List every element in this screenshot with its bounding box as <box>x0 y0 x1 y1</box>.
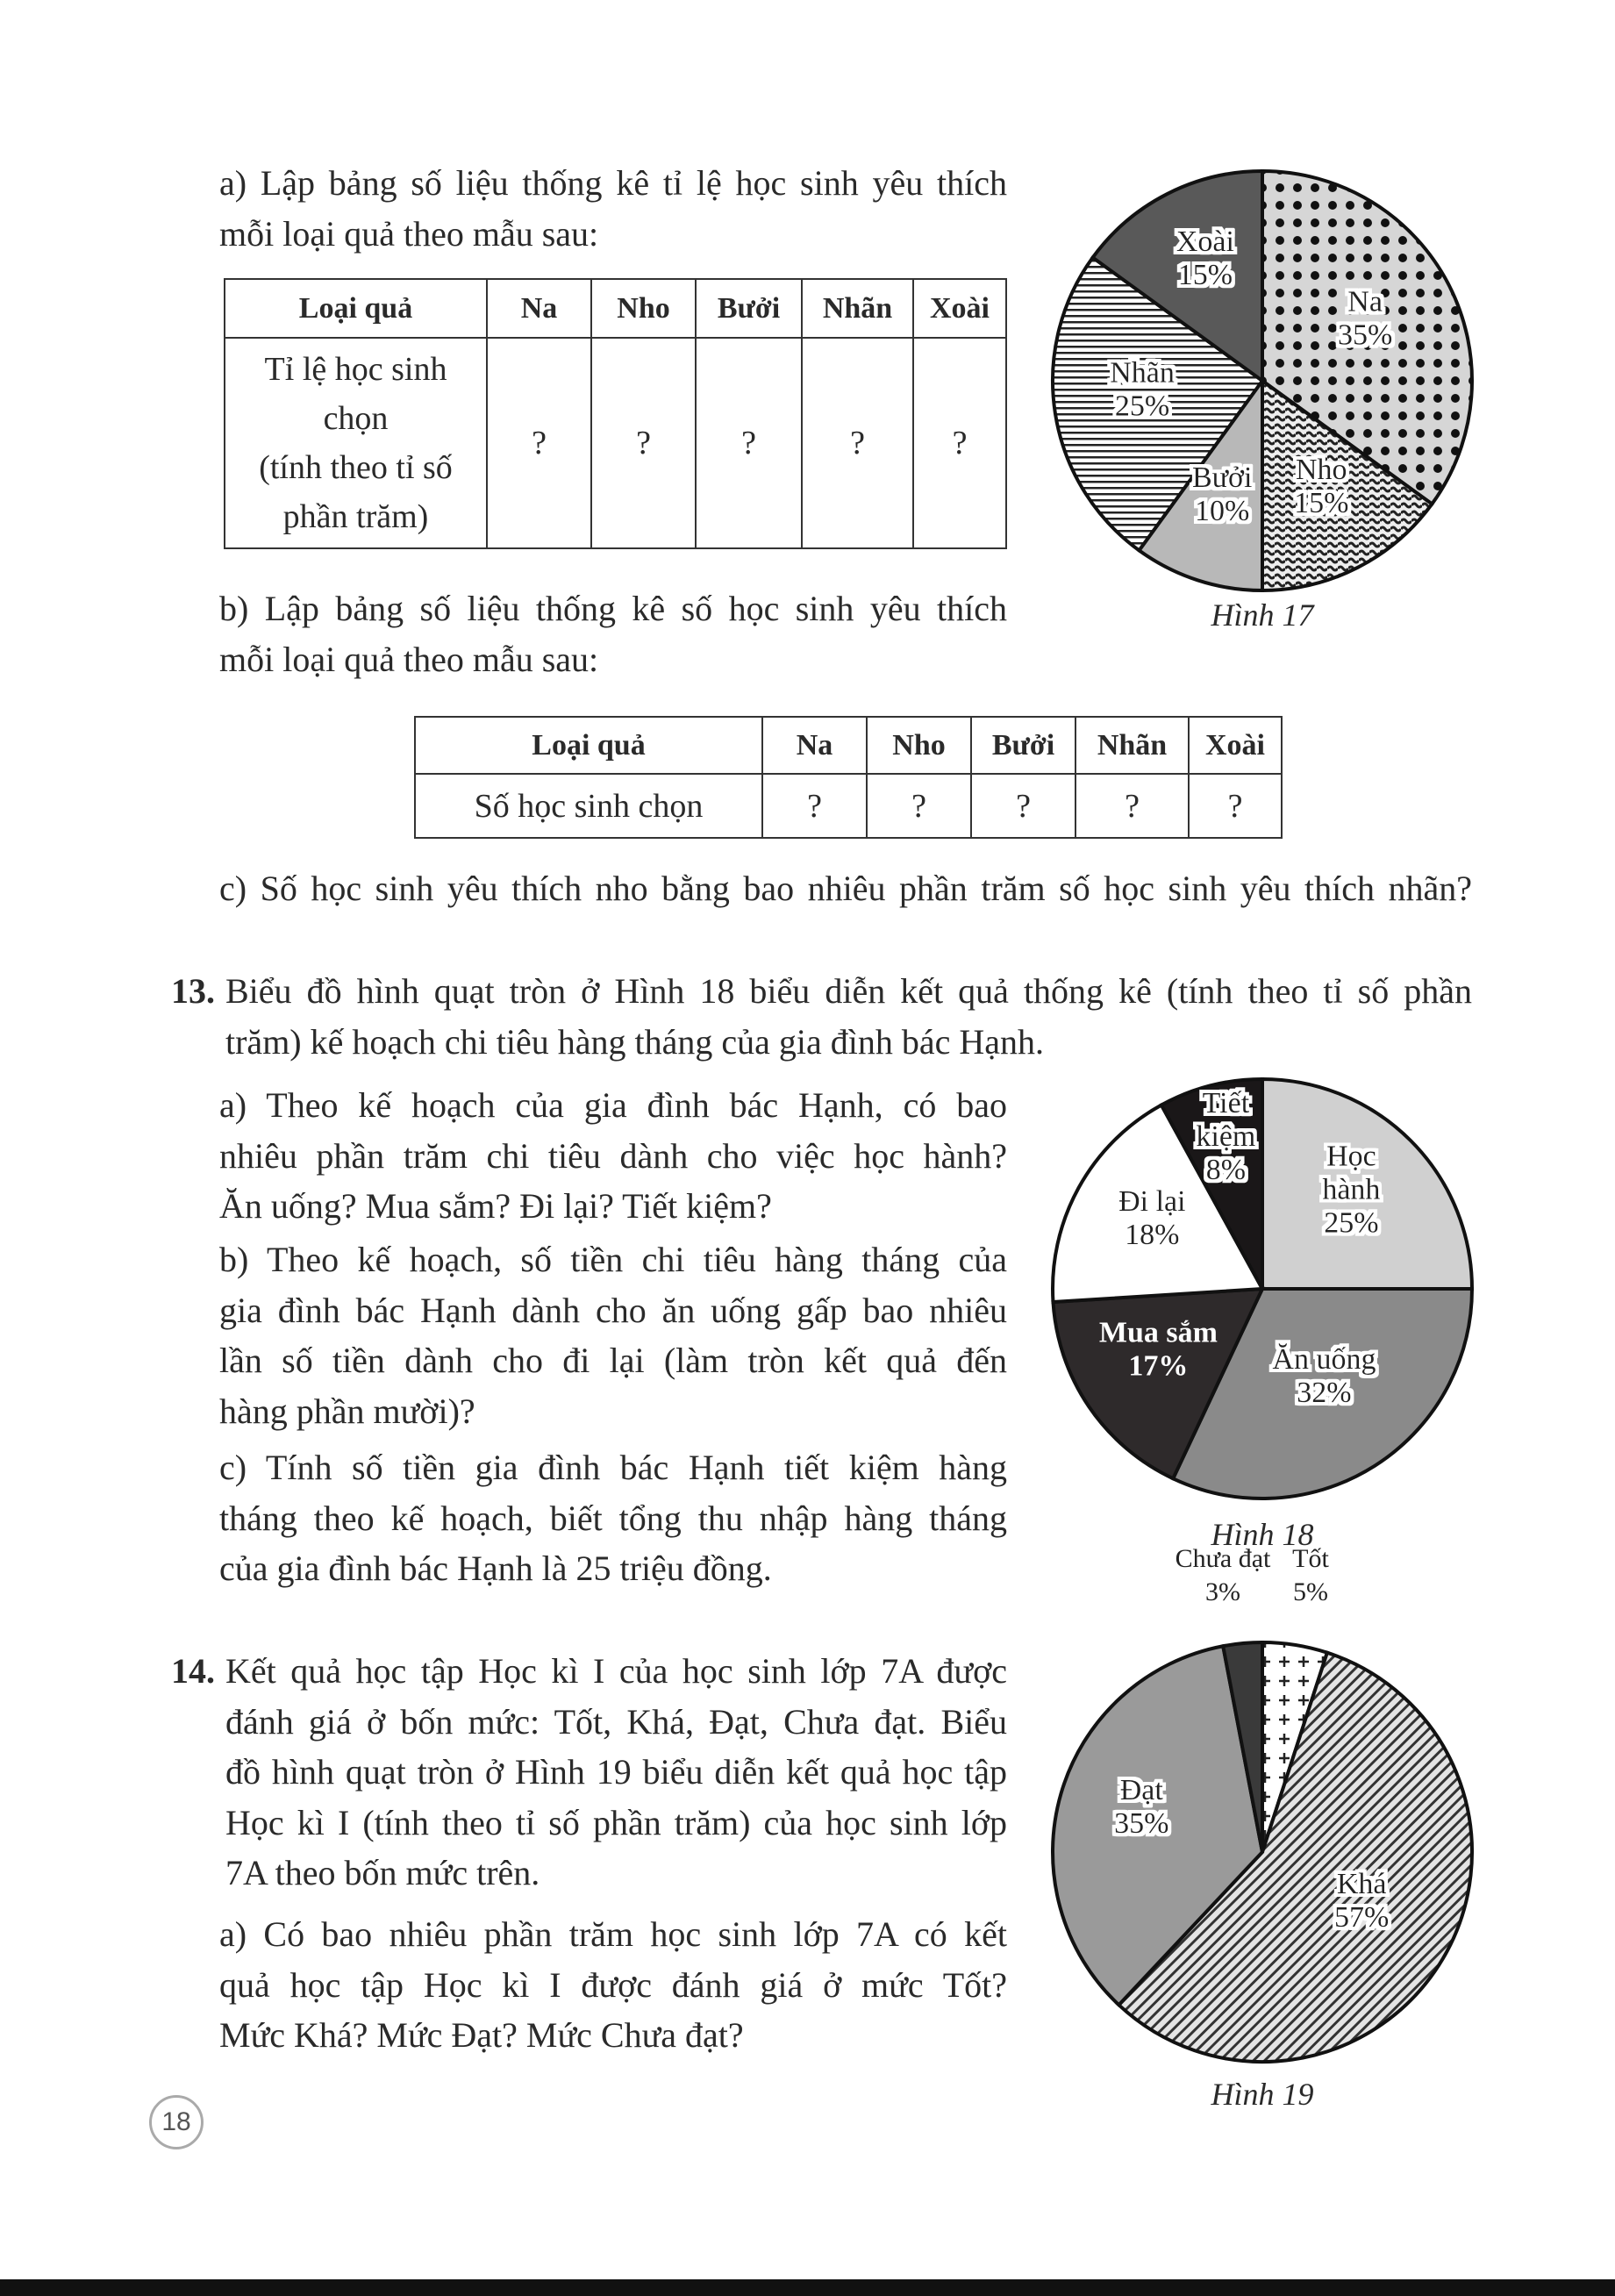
table-cell: ? <box>591 338 696 548</box>
ex13-intro <box>225 966 1472 1067</box>
pie-category-label: Bưởi <box>1191 461 1253 494</box>
text-line: mỗi loại quả theo mẫu sau: <box>219 213 599 254</box>
pie-category-label: Đi lại <box>1118 1184 1186 1218</box>
pie-category-label: Học <box>1326 1140 1376 1173</box>
figure-caption: Hình 18 <box>1211 1517 1314 1552</box>
text-line: quả học tập Học kì I được đánh giá ở mức Tốt? <box>219 1964 1007 2005</box>
pie-chart-hinh-18 <box>1043 1069 1482 1508</box>
text-line: đồ hình quạt tròn ở Hình 19 biểu diễn kết quả học tập <box>225 1752 1007 1792</box>
pie-value-label: 25% <box>1324 1206 1379 1240</box>
pie-value-label: 10% <box>1195 494 1250 527</box>
table-cell: ? <box>487 338 591 548</box>
table-cell: ? <box>762 774 867 838</box>
ex13-part-b <box>219 1234 1007 1436</box>
header-cell: Loại quả <box>415 717 762 774</box>
ex12-part-b <box>219 583 1007 684</box>
text-line: Ăn uống? Mua sắm? Đi lại? Tiết kiệm? <box>219 1186 772 1226</box>
table-row <box>225 338 1006 548</box>
table-cell: ? <box>802 338 913 548</box>
pie-category-label: Ăn uống <box>1272 1342 1376 1376</box>
pie-category-label: Đạt <box>1119 1773 1163 1806</box>
text-line: trăm) kế hoạch chi tiêu hàng tháng của gia đình bác Hạnh. <box>225 1021 1044 1062</box>
table-cell: ? <box>913 338 1006 548</box>
pie-category-label: kiệm <box>1196 1119 1256 1153</box>
text-line: đánh giá ở bốn mức: Tốt, Khá, Đạt, Chưa đạt. Biểu <box>225 1701 1007 1742</box>
text-line: lần số tiền dành cho đi lại (làm tròn kết quả đến <box>219 1341 1007 1380</box>
text-line: a) Theo kế hoạch của gia đình bác Hạnh, có bao <box>219 1085 1007 1125</box>
row-label-line: Tỉ lệ học sinh <box>264 351 447 388</box>
header-cell: Xoài <box>913 279 1006 338</box>
row-label-line: phần trăm) <box>282 498 429 535</box>
text-line: 7A theo bốn mức trên. <box>225 1853 540 1892</box>
figure-caption: Hình 17 <box>1211 597 1314 633</box>
text-line: c) Số học sinh yêu thích nho bằng bao nhiêu phần trăm số học sinh yêu thích nhãn? <box>219 869 1472 908</box>
row-label-line: (tính theo tỉ số <box>259 449 453 486</box>
row-label <box>225 338 487 548</box>
header-cell: Nhãn <box>802 279 913 338</box>
table-ratio <box>224 278 1007 549</box>
pie-category-label: Na <box>1347 285 1383 318</box>
header-cell: Bưởi <box>971 717 1075 774</box>
ex14-intro <box>225 1646 1007 1899</box>
header-cell: Nhãn <box>1075 717 1189 774</box>
pie-chart-hinh-19 <box>1043 1544 1482 2071</box>
text-line: a) Có bao nhiêu phần trăm học sinh lớp 7A có kết <box>219 1914 1007 1954</box>
pie-value-label: 35% <box>1337 318 1393 352</box>
page-number: 18 <box>149 2095 204 2149</box>
header-cell: Bưởi <box>696 279 802 338</box>
pie-value-label: 17% <box>1128 1349 1189 1383</box>
table-cell: ? <box>696 338 802 548</box>
pie-category-label: Tốt <box>1292 1544 1329 1573</box>
header-cell: Nho <box>591 279 696 338</box>
text-line: Biểu đồ hình quạt tròn ở Hình 18 biểu diễn kết quả thống kê (tính theo tỉ số phần <box>225 971 1472 1011</box>
pie-value-label: 3% <box>1205 1577 1240 1606</box>
header-cell: Na <box>487 279 591 338</box>
bottom-border <box>0 2279 1615 2296</box>
table-header-row <box>225 279 1006 338</box>
pie-value-label: 8% <box>1205 1153 1247 1186</box>
table-header-row <box>415 717 1282 774</box>
pie-category-label: Nhãn <box>1110 356 1175 390</box>
ex12-part-c <box>219 863 1472 914</box>
text-line: Mức Khá? Mức Đạt? Mức Chưa đạt? <box>219 2015 744 2055</box>
pie-category-label: hành <box>1322 1173 1381 1206</box>
pie-value-label: 15% <box>1294 487 1349 520</box>
text-line: hàng phần mười)? <box>219 1391 475 1431</box>
pie-value-label: 57% <box>1333 1900 1390 1934</box>
pie-value-label: 15% <box>1177 259 1233 292</box>
pie-value-label: 35% <box>1114 1806 1169 1840</box>
text-line: gia đình bác Hạnh dành cho ăn uống gấp bao nhiêu <box>219 1290 1007 1330</box>
ex12-part-a <box>219 158 1007 259</box>
text-line: c) Tính số tiền gia đình bác Hạnh tiết kiệm hàng <box>219 1448 1007 1487</box>
table-cell: ? <box>867 774 971 838</box>
ex13-part-c <box>219 1442 1007 1594</box>
ex13-part-a <box>219 1080 1007 1232</box>
table-count <box>414 716 1283 839</box>
pie-category-label: Mua sắm <box>1098 1316 1218 1349</box>
pie-category-label: Tiết <box>1202 1086 1250 1119</box>
pie-category-label: Chưa đạt <box>1175 1544 1271 1573</box>
text-line: a) Lập bảng số liệu thống kê tỉ lệ học sinh yêu thích <box>219 163 1007 203</box>
table-cell: ? <box>971 774 1075 838</box>
table-cell: ? <box>1075 774 1189 838</box>
table-row <box>415 774 1282 838</box>
ex14-part-a <box>219 1909 1007 2061</box>
row-label-line: chọn <box>323 400 389 437</box>
text-line: tháng theo kế hoạch, biết tổng thu nhập hàng tháng <box>219 1498 1007 1538</box>
pie-category-label: Nho <box>1295 454 1347 487</box>
header-cell: Nho <box>867 717 971 774</box>
pie-value-label: 32% <box>1297 1376 1352 1409</box>
pie-value-label: 25% <box>1114 390 1170 423</box>
row-label: Số học sinh chọn <box>415 774 762 838</box>
pie-chart-hinh-17 <box>1043 161 1482 600</box>
header-cell: Na <box>762 717 867 774</box>
pie-value-label: 5% <box>1293 1577 1328 1606</box>
text-line: nhiêu phần trăm chi tiêu dành cho việc học hành? <box>219 1135 1007 1176</box>
text-line: Kết quả học tập Học kì I của học sinh lớp 7A được <box>225 1651 1007 1691</box>
text-line: mỗi loại quả theo mẫu sau: <box>219 639 599 679</box>
pie-value-label: 18% <box>1125 1218 1180 1251</box>
pie-category-label: Khá <box>1336 1867 1387 1900</box>
pie-category-label: Xoài <box>1176 225 1234 259</box>
figure-caption: Hình 19 <box>1211 2077 1314 2112</box>
table-cell: ? <box>1189 774 1282 838</box>
exercise-number: 13. <box>171 971 215 1011</box>
header-cell: Loại quả <box>225 279 487 338</box>
text-line: b) Theo kế hoạch, số tiền chi tiêu hàng tháng của <box>219 1240 1007 1279</box>
text-line: Học kì I (tính theo tỉ số phần trăm) của học sinh lớp <box>225 1802 1007 1842</box>
text-line: b) Lập bảng số liệu thống kê số học sinh yêu thích <box>219 589 1007 628</box>
text-line: của gia đình bác Hạnh là 25 triệu đồng. <box>219 1549 772 1588</box>
header-cell: Xoài <box>1189 717 1282 774</box>
exercise-number: 14. <box>171 1651 215 1691</box>
